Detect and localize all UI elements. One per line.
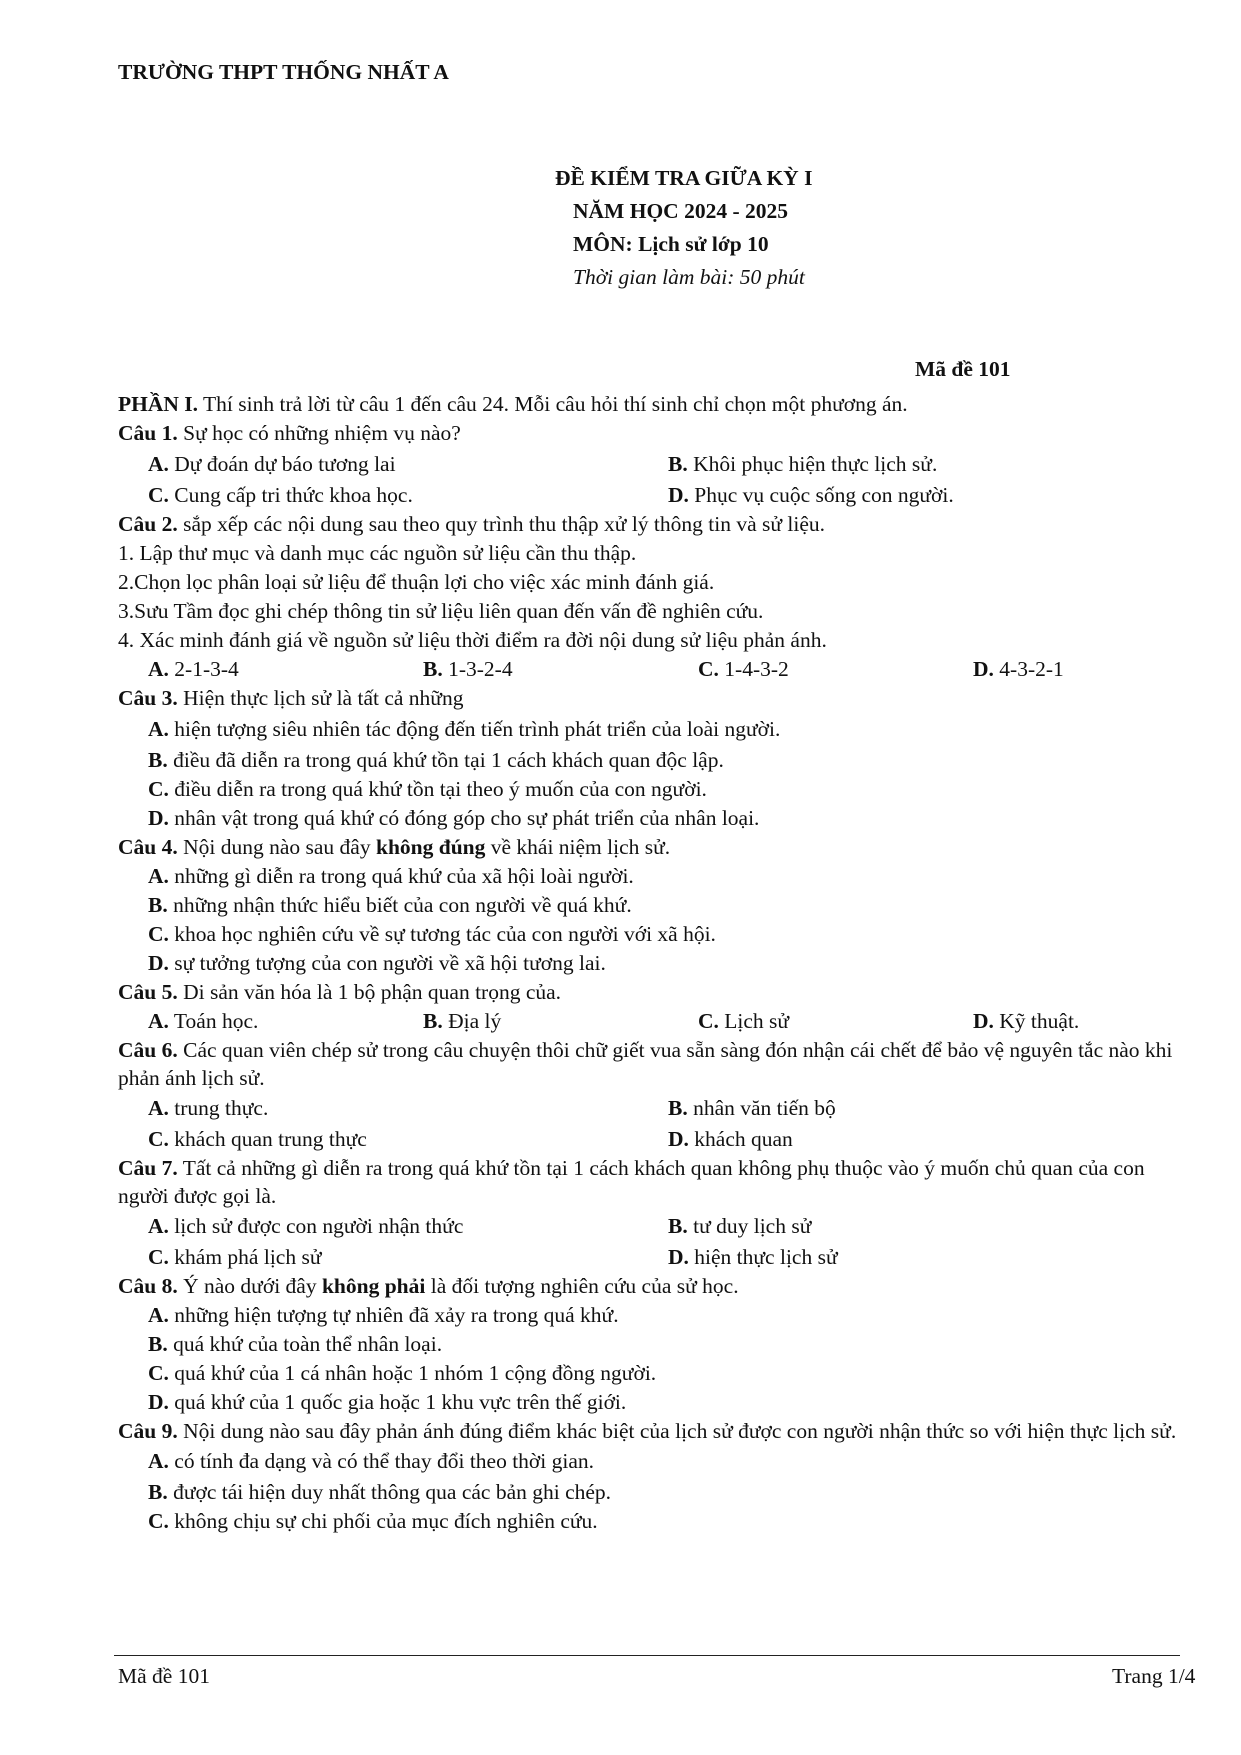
part-instruction: PHẦN I. Thí sinh trả lời từ câu 1 đến câu 24. Mỗi câu hỏi thí sinh chỉ chọn một phương án. xyxy=(118,392,908,416)
question-5-options xyxy=(118,1007,1188,1036)
option-c: C. khoa học nghiên cứu về sự tương tác của con người với xã hội. xyxy=(148,922,716,946)
option-b: B. điều đã diễn ra trong quá khứ tồn tại 1 cách khách quan độc lập. xyxy=(148,748,724,772)
option-b: B. quá khứ của toàn thể nhân loại. xyxy=(148,1332,443,1356)
option-a: A. trung thực. xyxy=(148,1096,269,1120)
option-c: C. quá khứ của 1 cá nhân hoặc 1 nhóm 1 cộng đồng người. xyxy=(148,1361,657,1385)
question-8: Câu 8. Ý nào dưới đây không phải là đối tượng nghiên cứu của sử học. xyxy=(118,1274,739,1298)
option-a: A. những gì diễn ra trong quá khứ của xã hội loài người. xyxy=(148,864,634,888)
option-b: B. Khôi phục hiện thực lịch sử. xyxy=(668,452,938,476)
option-a: A. những hiện tượng tự nhiên đã xảy ra trong quá khứ. xyxy=(148,1303,619,1327)
option-b: B. 1-3-2-4 xyxy=(423,657,513,681)
option-c: C. khám phá lịch sử xyxy=(148,1245,322,1269)
exam-code: Mã đề 101 xyxy=(915,357,1011,381)
question-2: Câu 2. sắp xếp các nội dung sau theo quy trình thu thập xử lý thông tin và sử liệu. xyxy=(118,512,826,536)
question-6: Câu 6. Các quan viên chép sử trong câu chuyện thôi chữ giết vua sẵn sàng đón nhận cái chết để bảo vệ nguyên tắc nào khi phản ánh lịch sử. xyxy=(118,1038,1173,1090)
question-7-options-row-2 xyxy=(118,1243,1188,1272)
exam-subject: MÔN: Lịch sử lớp 10 xyxy=(573,232,769,256)
question-9: Câu 9. Nội dung nào sau đây phản ánh đúng điểm khác biệt của lịch sử được con người nhận thức so với hiện thực lịch sử. xyxy=(118,1419,1177,1443)
question-2-options xyxy=(118,655,1188,684)
option-d: D. nhân vật trong quá khứ có đóng góp cho sự phát triển của nhân loại. xyxy=(148,806,760,830)
exam-content xyxy=(118,390,1188,1536)
option-d: D. quá khứ của 1 quốc gia hoặc 1 khu vực trên thế giới. xyxy=(148,1390,627,1414)
option-a: A. lịch sử được con người nhận thức xyxy=(148,1214,464,1238)
question-7-options-row-1 xyxy=(118,1210,1188,1243)
question-1-options-row-2 xyxy=(118,481,1188,510)
option-c: C. Cung cấp tri thức khoa học. xyxy=(148,483,413,507)
footer-divider xyxy=(114,1655,1180,1656)
question-4: Câu 4. Nội dung nào sau đây không đúng về khái niệm lịch sử. xyxy=(118,835,671,859)
question-2-item-3: 3.Sưu Tầm đọc ghi chép thông tin sử liệu liên quan đến vấn đề nghiên cứu. xyxy=(118,599,764,623)
option-c: C. Lịch sử xyxy=(698,1009,790,1033)
exam-header xyxy=(555,162,812,294)
question-3: Câu 3. Hiện thực lịch sử là tất cả những xyxy=(118,686,464,710)
question-7: Câu 7. Tất cả những gì diễn ra trong quá khứ tồn tại 1 cách khách quan không phụ thuộc vào ý muốn chủ quan của con người được gọi là. xyxy=(118,1156,1145,1208)
question-1-options-row-1 xyxy=(118,448,1188,481)
option-b: B. Địa lý xyxy=(423,1009,502,1033)
option-b: B. nhân văn tiến bộ xyxy=(668,1096,836,1120)
question-6-options-row-2 xyxy=(118,1125,1188,1154)
option-c: C. 1-4-3-2 xyxy=(698,657,789,681)
option-c: C. không chịu sự chi phối của mục đích nghiên cứu. xyxy=(148,1509,598,1533)
footer-exam-code: Mã đề 101 xyxy=(118,1664,210,1688)
option-a: A. 2-1-3-4 xyxy=(148,657,239,681)
option-c: C. điều diễn ra trong quá khứ tồn tại theo ý muốn của con người. xyxy=(148,777,707,801)
option-a: A. Toán học. xyxy=(148,1009,259,1033)
question-2-item-4: 4. Xác minh đánh giá về nguồn sử liệu thời điểm ra đời nội dung sử liệu phản ánh. xyxy=(118,628,827,652)
question-2-item-2: 2.Chọn lọc phân loại sử liệu để thuận lợi cho việc xác minh đánh giá. xyxy=(118,570,715,594)
school-name: TRƯỜNG THPT THỐNG NHẤT A xyxy=(118,60,449,84)
option-a: A. có tính đa dạng và có thể thay đổi theo thời gian. xyxy=(148,1449,595,1473)
option-a: A. Dự đoán dự báo tương lai xyxy=(148,452,396,476)
question-1: Câu 1. Sự học có những nhiệm vụ nào? xyxy=(118,421,461,445)
exam-title: ĐỀ KIỂM TRA GIỮA KỲ I xyxy=(555,166,813,190)
exam-year: NĂM HỌC 2024 - 2025 xyxy=(573,199,788,223)
option-d: D. khách quan xyxy=(668,1127,793,1151)
option-b: B. những nhận thức hiểu biết của con người về quá khứ. xyxy=(148,893,632,917)
question-6-options-row-1 xyxy=(118,1092,1188,1125)
option-d: D. Kỹ thuật. xyxy=(973,1009,1080,1033)
option-d: D. 4-3-2-1 xyxy=(973,657,1064,681)
question-2-item-1: 1. Lập thư mục và danh mục các nguồn sử liệu cần thu thập. xyxy=(118,541,637,565)
exam-time: Thời gian làm bài: 50 phút xyxy=(573,265,805,289)
option-d: D. Phục vụ cuộc sống con người. xyxy=(668,483,954,507)
question-5: Câu 5. Di sản văn hóa là 1 bộ phận quan trọng của. xyxy=(118,980,562,1004)
option-d: D. sự tưởng tượng của con người về xã hội tương lai. xyxy=(148,951,606,975)
option-c: C. khách quan trung thực xyxy=(148,1127,367,1151)
option-b: B. được tái hiện duy nhất thông qua các bản ghi chép. xyxy=(148,1480,612,1504)
footer-page-number: Trang 1/4 xyxy=(1112,1664,1196,1688)
option-d: D. hiện thực lịch sử xyxy=(668,1245,838,1269)
option-b: B. tư duy lịch sử xyxy=(668,1214,812,1238)
option-a: A. hiện tượng siêu nhiên tác động đến tiến trình phát triển của loài người. xyxy=(148,717,781,741)
